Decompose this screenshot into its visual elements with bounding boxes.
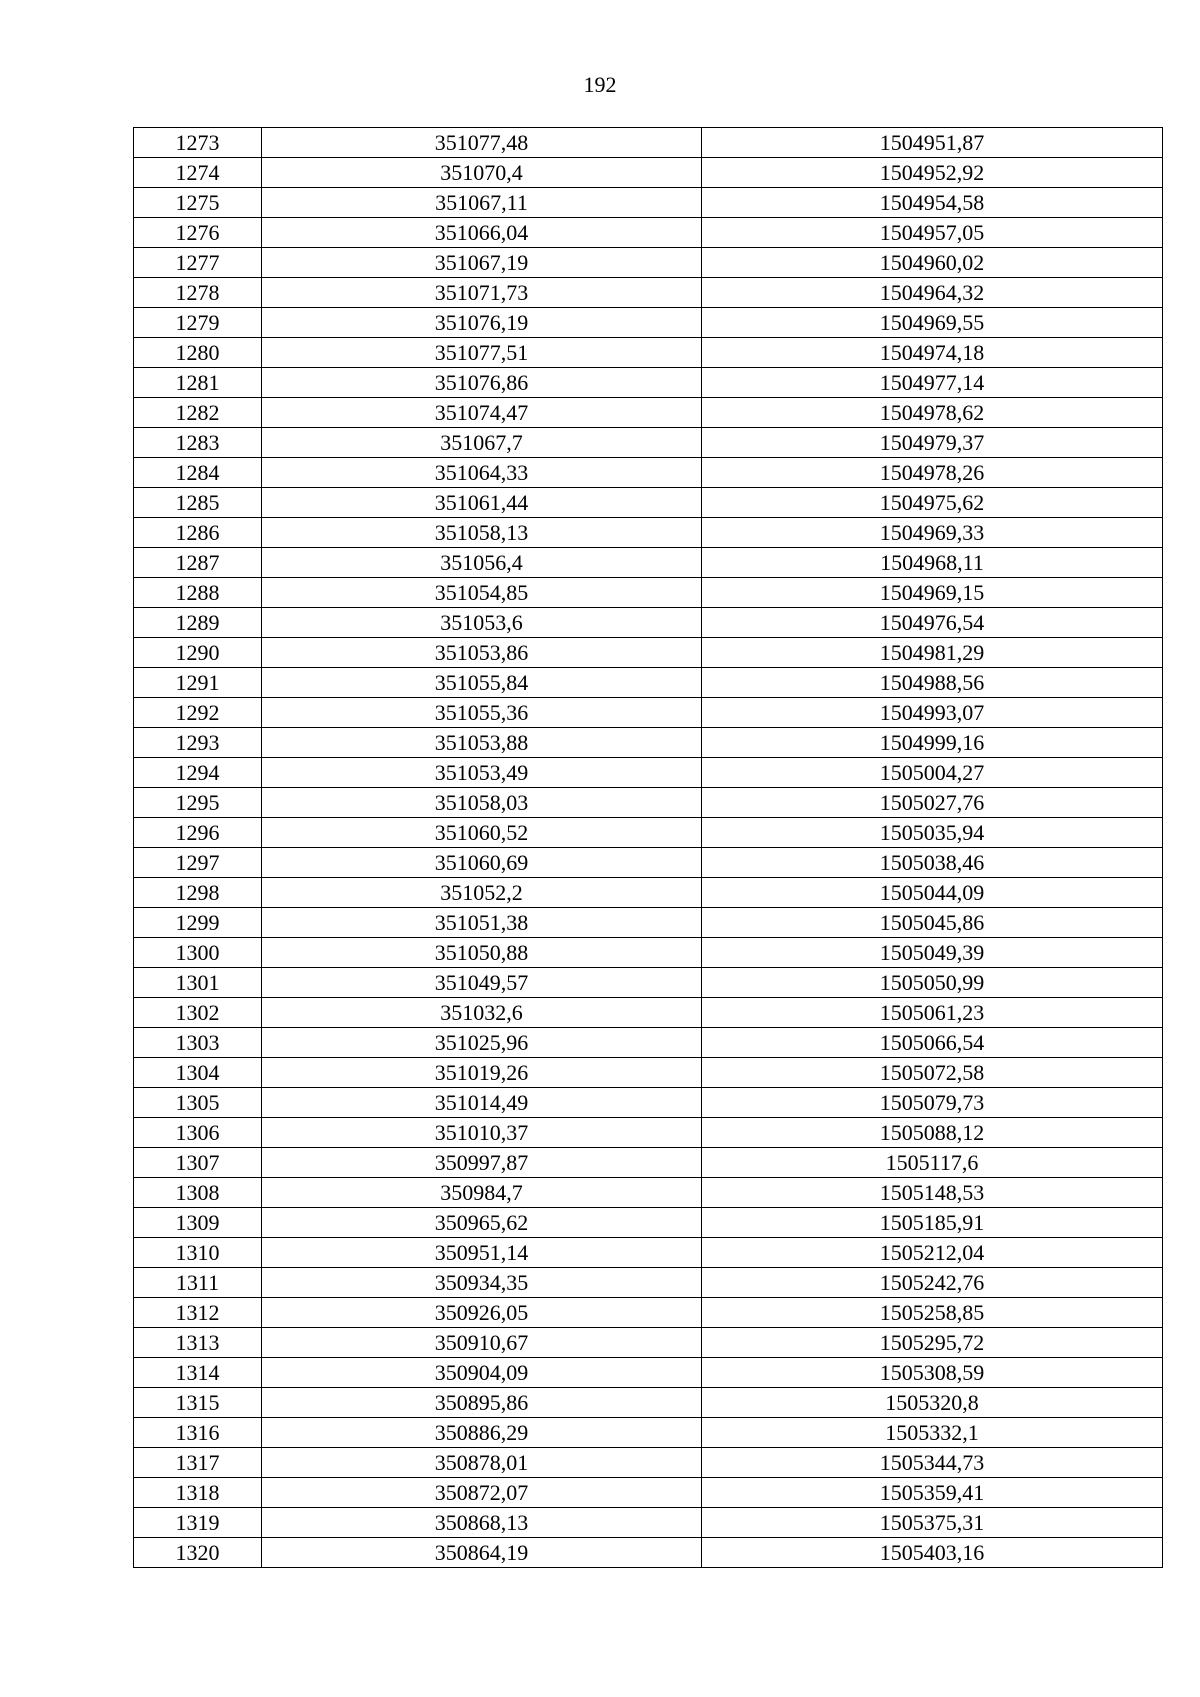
y-coordinate-cell: 1504975,62 <box>702 488 1163 518</box>
y-coordinate-cell: 1504964,32 <box>702 278 1163 308</box>
table-row <box>134 188 1163 218</box>
y-coordinate-cell: 1505332,1 <box>702 1418 1163 1448</box>
point-number-cell: 1294 <box>134 758 262 788</box>
point-number-cell: 1298 <box>134 878 262 908</box>
x-coordinate-cell: 351066,04 <box>262 218 702 248</box>
table-row <box>134 308 1163 338</box>
x-coordinate-cell: 350864,19 <box>262 1538 702 1568</box>
table-row <box>134 638 1163 668</box>
table-row <box>134 698 1163 728</box>
y-coordinate-cell: 1504969,33 <box>702 518 1163 548</box>
y-coordinate-cell: 1504993,07 <box>702 698 1163 728</box>
x-coordinate-cell: 351056,4 <box>262 548 702 578</box>
point-number-cell: 1296 <box>134 818 262 848</box>
point-number-cell: 1288 <box>134 578 262 608</box>
x-coordinate-cell: 351058,03 <box>262 788 702 818</box>
x-coordinate-cell: 351058,13 <box>262 518 702 548</box>
table-row <box>134 548 1163 578</box>
y-coordinate-cell: 1504952,92 <box>702 158 1163 188</box>
table-row <box>134 1538 1163 1568</box>
table-row <box>134 278 1163 308</box>
point-number-cell: 1306 <box>134 1118 262 1148</box>
point-number-cell: 1297 <box>134 848 262 878</box>
table-row <box>134 908 1163 938</box>
y-coordinate-cell: 1504954,58 <box>702 188 1163 218</box>
point-number-cell: 1292 <box>134 698 262 728</box>
x-coordinate-cell: 350868,13 <box>262 1508 702 1538</box>
x-coordinate-cell: 351067,11 <box>262 188 702 218</box>
table-row <box>134 1358 1163 1388</box>
table-row <box>134 758 1163 788</box>
y-coordinate-cell: 1504957,05 <box>702 218 1163 248</box>
point-number-cell: 1275 <box>134 188 262 218</box>
y-coordinate-cell: 1504981,29 <box>702 638 1163 668</box>
point-number-cell: 1312 <box>134 1298 262 1328</box>
table-row <box>134 1058 1163 1088</box>
table-row <box>134 1298 1163 1328</box>
x-coordinate-cell: 350904,09 <box>262 1358 702 1388</box>
y-coordinate-cell: 1505320,8 <box>702 1388 1163 1418</box>
x-coordinate-cell: 351076,19 <box>262 308 702 338</box>
table-row <box>134 1028 1163 1058</box>
y-coordinate-cell: 1504979,37 <box>702 428 1163 458</box>
table-row <box>134 788 1163 818</box>
x-coordinate-cell: 351049,57 <box>262 968 702 998</box>
point-number-cell: 1284 <box>134 458 262 488</box>
x-coordinate-cell: 351014,49 <box>262 1088 702 1118</box>
point-number-cell: 1283 <box>134 428 262 458</box>
point-number-cell: 1300 <box>134 938 262 968</box>
point-number-cell: 1305 <box>134 1088 262 1118</box>
x-coordinate-cell: 351053,88 <box>262 728 702 758</box>
point-number-cell: 1309 <box>134 1208 262 1238</box>
x-coordinate-cell: 350926,05 <box>262 1298 702 1328</box>
table-row <box>134 968 1163 998</box>
point-number-cell: 1313 <box>134 1328 262 1358</box>
point-number-cell: 1320 <box>134 1538 262 1568</box>
y-coordinate-cell: 1505045,86 <box>702 908 1163 938</box>
y-coordinate-cell: 1505375,31 <box>702 1508 1163 1538</box>
y-coordinate-cell: 1504969,55 <box>702 308 1163 338</box>
table-row <box>134 668 1163 698</box>
x-coordinate-cell: 351055,84 <box>262 668 702 698</box>
x-coordinate-cell: 351071,73 <box>262 278 702 308</box>
point-number-cell: 1299 <box>134 908 262 938</box>
table-row <box>134 1208 1163 1238</box>
y-coordinate-cell: 1505088,12 <box>702 1118 1163 1148</box>
x-coordinate-cell: 351051,38 <box>262 908 702 938</box>
point-number-cell: 1304 <box>134 1058 262 1088</box>
table-row <box>134 1508 1163 1538</box>
table-row <box>134 578 1163 608</box>
table-row <box>134 1478 1163 1508</box>
coordinates-table-body <box>134 128 1163 1568</box>
x-coordinate-cell: 350895,86 <box>262 1388 702 1418</box>
x-coordinate-cell: 351064,33 <box>262 458 702 488</box>
y-coordinate-cell: 1504978,26 <box>702 458 1163 488</box>
point-number-cell: 1274 <box>134 158 262 188</box>
x-coordinate-cell: 351061,44 <box>262 488 702 518</box>
y-coordinate-cell: 1504960,02 <box>702 248 1163 278</box>
table-row <box>134 398 1163 428</box>
x-coordinate-cell: 351053,86 <box>262 638 702 668</box>
point-number-cell: 1307 <box>134 1148 262 1178</box>
x-coordinate-cell: 350997,87 <box>262 1148 702 1178</box>
table-row <box>134 1148 1163 1178</box>
y-coordinate-cell: 1505359,41 <box>702 1478 1163 1508</box>
x-coordinate-cell: 351052,2 <box>262 878 702 908</box>
point-number-cell: 1285 <box>134 488 262 518</box>
table-row <box>134 1328 1163 1358</box>
point-number-cell: 1281 <box>134 368 262 398</box>
y-coordinate-cell: 1505258,85 <box>702 1298 1163 1328</box>
y-coordinate-cell: 1504978,62 <box>702 398 1163 428</box>
x-coordinate-cell: 351070,4 <box>262 158 702 188</box>
table-row <box>134 1178 1163 1208</box>
y-coordinate-cell: 1505050,99 <box>702 968 1163 998</box>
x-coordinate-cell: 351054,85 <box>262 578 702 608</box>
table-row <box>134 1238 1163 1268</box>
y-coordinate-cell: 1505061,23 <box>702 998 1163 1028</box>
y-coordinate-cell: 1505049,39 <box>702 938 1163 968</box>
y-coordinate-cell: 1505066,54 <box>702 1028 1163 1058</box>
y-coordinate-cell: 1505044,09 <box>702 878 1163 908</box>
point-number-cell: 1279 <box>134 308 262 338</box>
x-coordinate-cell: 351032,6 <box>262 998 702 1028</box>
table-row <box>134 1088 1163 1118</box>
table-row <box>134 368 1163 398</box>
table-row <box>134 938 1163 968</box>
point-number-cell: 1310 <box>134 1238 262 1268</box>
y-coordinate-cell: 1504974,18 <box>702 338 1163 368</box>
point-number-cell: 1308 <box>134 1178 262 1208</box>
point-number-cell: 1295 <box>134 788 262 818</box>
x-coordinate-cell: 351077,48 <box>262 128 702 158</box>
y-coordinate-cell: 1505117,6 <box>702 1148 1163 1178</box>
y-coordinate-cell: 1504988,56 <box>702 668 1163 698</box>
table-row <box>134 1418 1163 1448</box>
point-number-cell: 1317 <box>134 1448 262 1478</box>
table-row <box>134 428 1163 458</box>
table-row <box>134 878 1163 908</box>
x-coordinate-cell: 350910,67 <box>262 1328 702 1358</box>
point-number-cell: 1289 <box>134 608 262 638</box>
y-coordinate-cell: 1505079,73 <box>702 1088 1163 1118</box>
table-row <box>134 128 1163 158</box>
x-coordinate-cell: 351050,88 <box>262 938 702 968</box>
point-number-cell: 1293 <box>134 728 262 758</box>
point-number-cell: 1314 <box>134 1358 262 1388</box>
point-number-cell: 1277 <box>134 248 262 278</box>
page-number: 192 <box>583 72 617 97</box>
x-coordinate-cell: 351019,26 <box>262 1058 702 1088</box>
x-coordinate-cell: 350965,62 <box>262 1208 702 1238</box>
x-coordinate-cell: 351076,86 <box>262 368 702 398</box>
y-coordinate-cell: 1504969,15 <box>702 578 1163 608</box>
x-coordinate-cell: 351074,47 <box>262 398 702 428</box>
x-coordinate-cell: 351055,36 <box>262 698 702 728</box>
y-coordinate-cell: 1505035,94 <box>702 818 1163 848</box>
x-coordinate-cell: 351067,7 <box>262 428 702 458</box>
table-row <box>134 158 1163 188</box>
x-coordinate-cell: 350934,35 <box>262 1268 702 1298</box>
table-row <box>134 608 1163 638</box>
table-row <box>134 998 1163 1028</box>
table-row <box>134 1118 1163 1148</box>
x-coordinate-cell: 351060,69 <box>262 848 702 878</box>
y-coordinate-cell: 1504951,87 <box>702 128 1163 158</box>
x-coordinate-cell: 350878,01 <box>262 1448 702 1478</box>
table-row <box>134 1268 1163 1298</box>
y-coordinate-cell: 1505295,72 <box>702 1328 1163 1358</box>
x-coordinate-cell: 351077,51 <box>262 338 702 368</box>
y-coordinate-cell: 1505072,58 <box>702 1058 1163 1088</box>
point-number-cell: 1311 <box>134 1268 262 1298</box>
y-coordinate-cell: 1505212,04 <box>702 1238 1163 1268</box>
table-row <box>134 338 1163 368</box>
point-number-cell: 1303 <box>134 1028 262 1058</box>
x-coordinate-cell: 351053,49 <box>262 758 702 788</box>
table-row <box>134 1448 1163 1478</box>
table-row <box>134 818 1163 848</box>
table-row <box>134 248 1163 278</box>
table-row <box>134 848 1163 878</box>
y-coordinate-cell: 1504968,11 <box>702 548 1163 578</box>
point-number-cell: 1316 <box>134 1418 262 1448</box>
y-coordinate-cell: 1505308,59 <box>702 1358 1163 1388</box>
y-coordinate-cell: 1505027,76 <box>702 788 1163 818</box>
x-coordinate-cell: 351060,52 <box>262 818 702 848</box>
table-row <box>134 218 1163 248</box>
y-coordinate-cell: 1505038,46 <box>702 848 1163 878</box>
table-row <box>134 488 1163 518</box>
y-coordinate-cell: 1505344,73 <box>702 1448 1163 1478</box>
point-number-cell: 1282 <box>134 398 262 428</box>
x-coordinate-cell: 351053,6 <box>262 608 702 638</box>
point-number-cell: 1290 <box>134 638 262 668</box>
point-number-cell: 1280 <box>134 338 262 368</box>
point-number-cell: 1276 <box>134 218 262 248</box>
point-number-cell: 1286 <box>134 518 262 548</box>
table-row <box>134 458 1163 488</box>
y-coordinate-cell: 1505185,91 <box>702 1208 1163 1238</box>
y-coordinate-cell: 1504999,16 <box>702 728 1163 758</box>
y-coordinate-cell: 1504976,54 <box>702 608 1163 638</box>
coordinates-table <box>133 127 1163 1568</box>
x-coordinate-cell: 351025,96 <box>262 1028 702 1058</box>
point-number-cell: 1273 <box>134 128 262 158</box>
y-coordinate-cell: 1505242,76 <box>702 1268 1163 1298</box>
y-coordinate-cell: 1505403,16 <box>702 1538 1163 1568</box>
x-coordinate-cell: 351067,19 <box>262 248 702 278</box>
y-coordinate-cell: 1505148,53 <box>702 1178 1163 1208</box>
point-number-cell: 1318 <box>134 1478 262 1508</box>
table-row <box>134 1388 1163 1418</box>
x-coordinate-cell: 350951,14 <box>262 1238 702 1268</box>
x-coordinate-cell: 350886,29 <box>262 1418 702 1448</box>
table-row <box>134 518 1163 548</box>
point-number-cell: 1291 <box>134 668 262 698</box>
x-coordinate-cell: 350872,07 <box>262 1478 702 1508</box>
x-coordinate-cell: 351010,37 <box>262 1118 702 1148</box>
table-row <box>134 728 1163 758</box>
point-number-cell: 1315 <box>134 1388 262 1418</box>
y-coordinate-cell: 1505004,27 <box>702 758 1163 788</box>
point-number-cell: 1278 <box>134 278 262 308</box>
point-number-cell: 1319 <box>134 1508 262 1538</box>
point-number-cell: 1287 <box>134 548 262 578</box>
point-number-cell: 1302 <box>134 998 262 1028</box>
x-coordinate-cell: 350984,7 <box>262 1178 702 1208</box>
y-coordinate-cell: 1504977,14 <box>702 368 1163 398</box>
point-number-cell: 1301 <box>134 968 262 998</box>
